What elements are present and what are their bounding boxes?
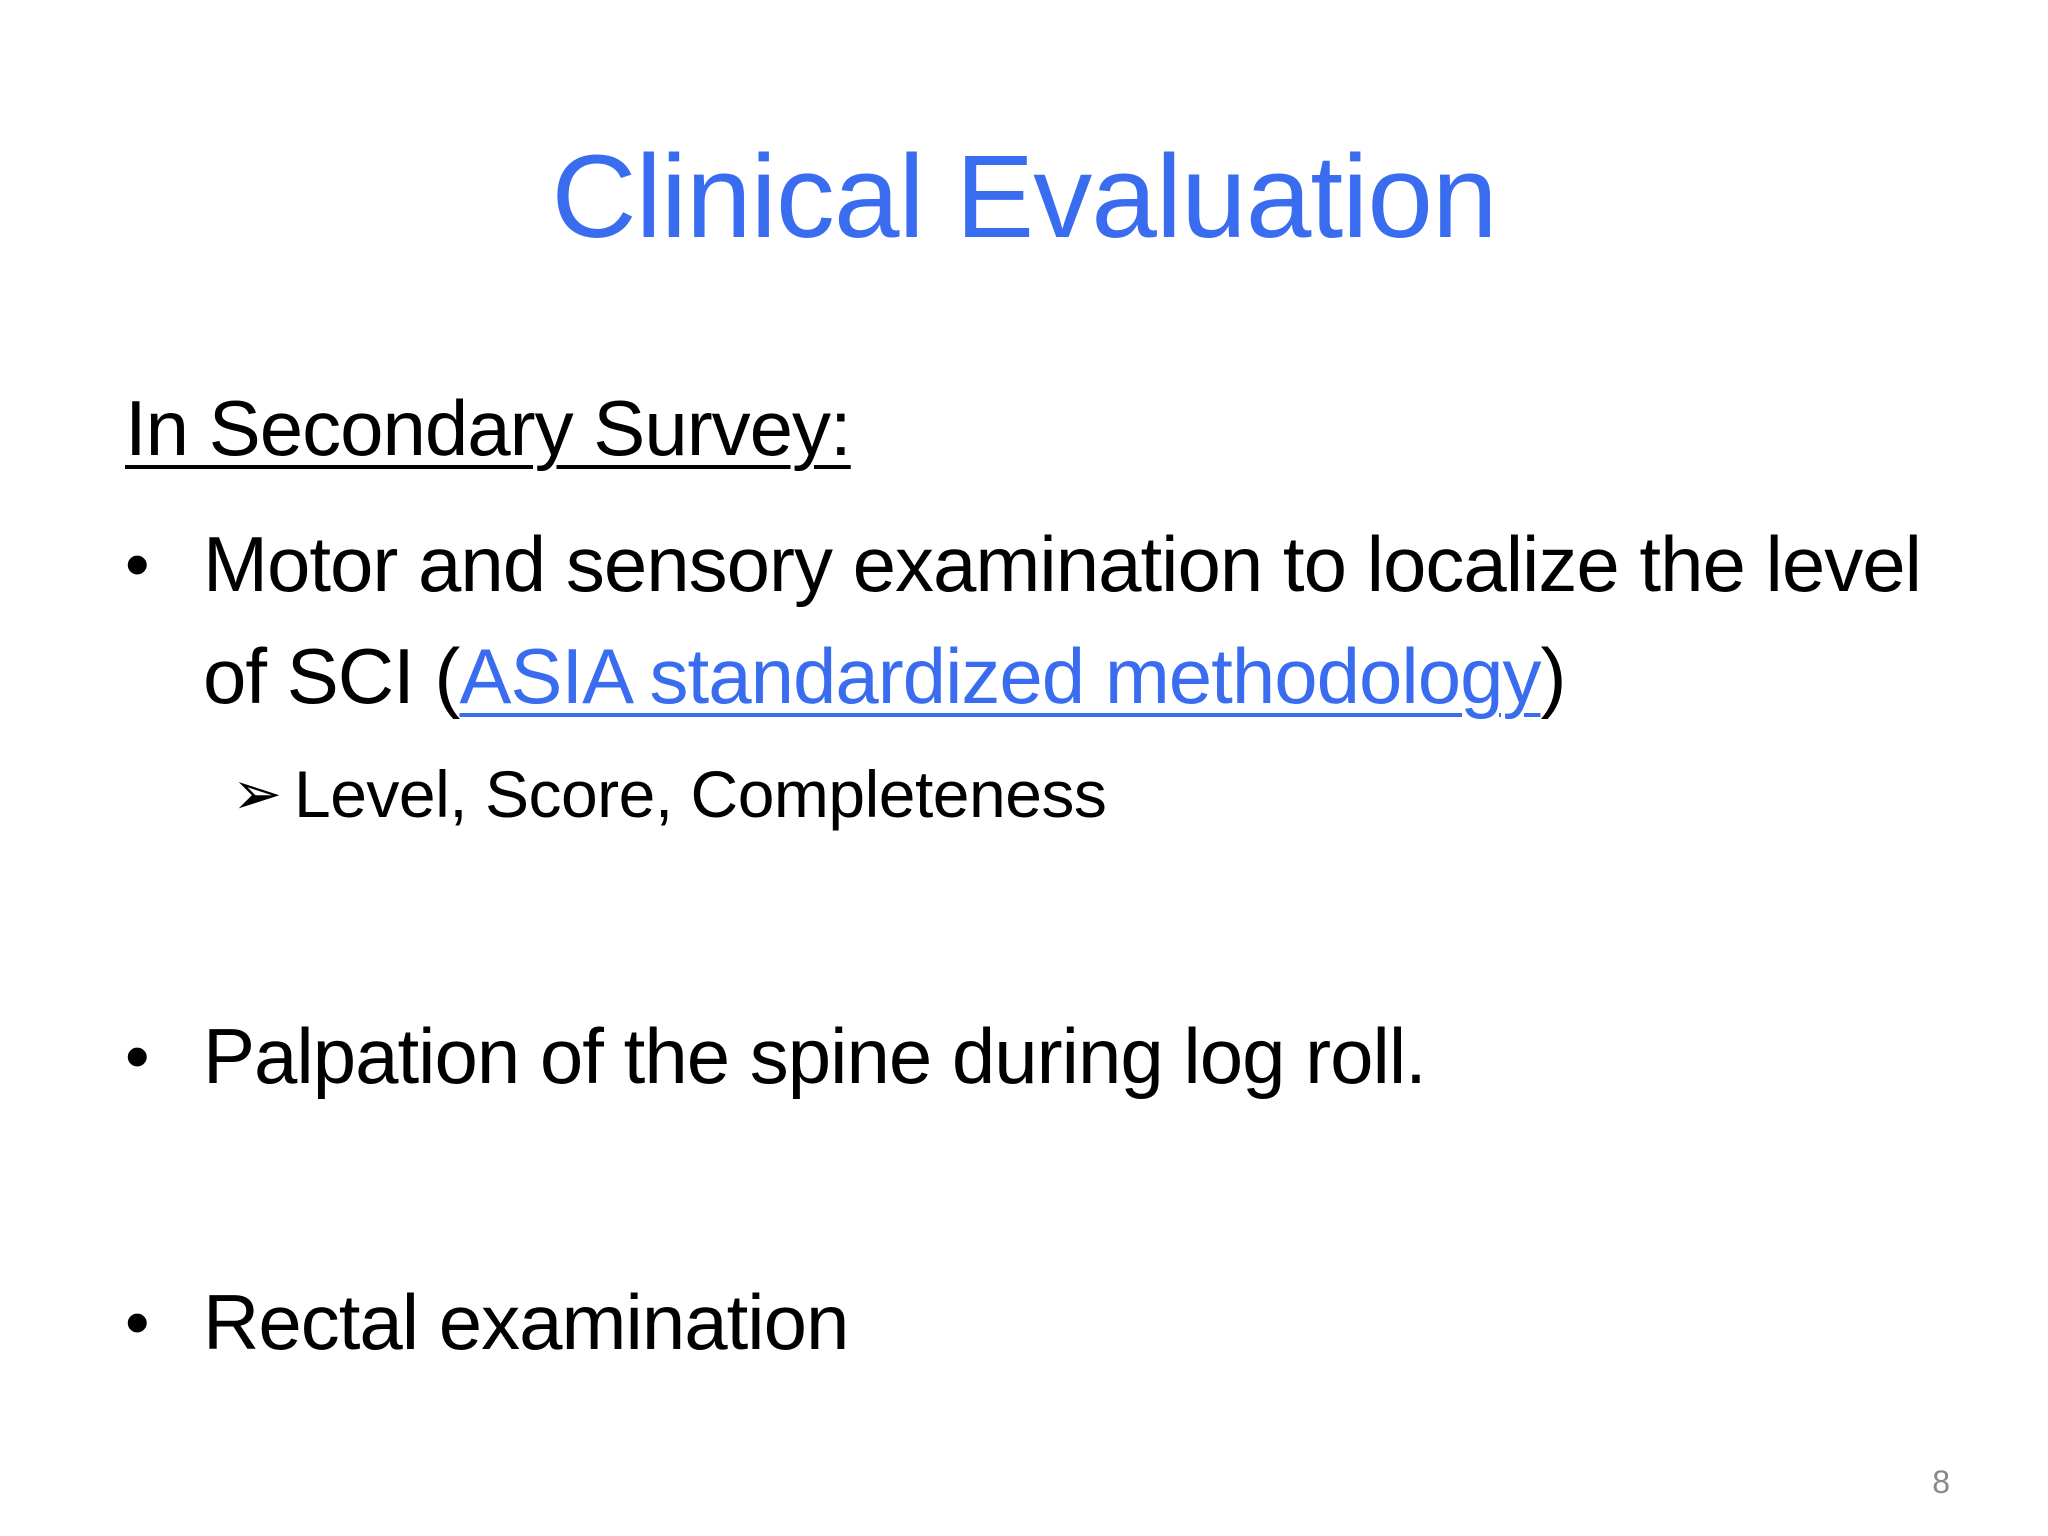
bullet-dot-icon: •: [125, 525, 149, 603]
bullet-text: [203, 508, 2003, 732]
asia-methodology-link[interactable]: ASIA standardized methodology: [459, 632, 1541, 720]
bullet-text-after-link: ): [1540, 632, 1566, 720]
section-subheading: In Secondary Survey:: [125, 384, 851, 472]
page-number: 8: [1932, 1464, 1950, 1500]
bullet-text: Palpation of the spine during log roll.: [203, 1012, 1426, 1100]
sub-bullet-item: [232, 752, 1106, 836]
bullet-dot-icon: •: [125, 1017, 149, 1095]
sub-bullet-text: Level, Score, Completeness: [294, 757, 1107, 831]
arrow-bullet-icon: ➢: [232, 760, 282, 827]
bullet-dot-icon: •: [125, 1283, 149, 1361]
slide-title: Clinical Evaluation: [551, 131, 1497, 263]
bullet-text-before-link: Motor and sensory examination to localize the level of SCI (: [203, 520, 1921, 720]
bullet-text: Rectal examination: [203, 1278, 849, 1366]
